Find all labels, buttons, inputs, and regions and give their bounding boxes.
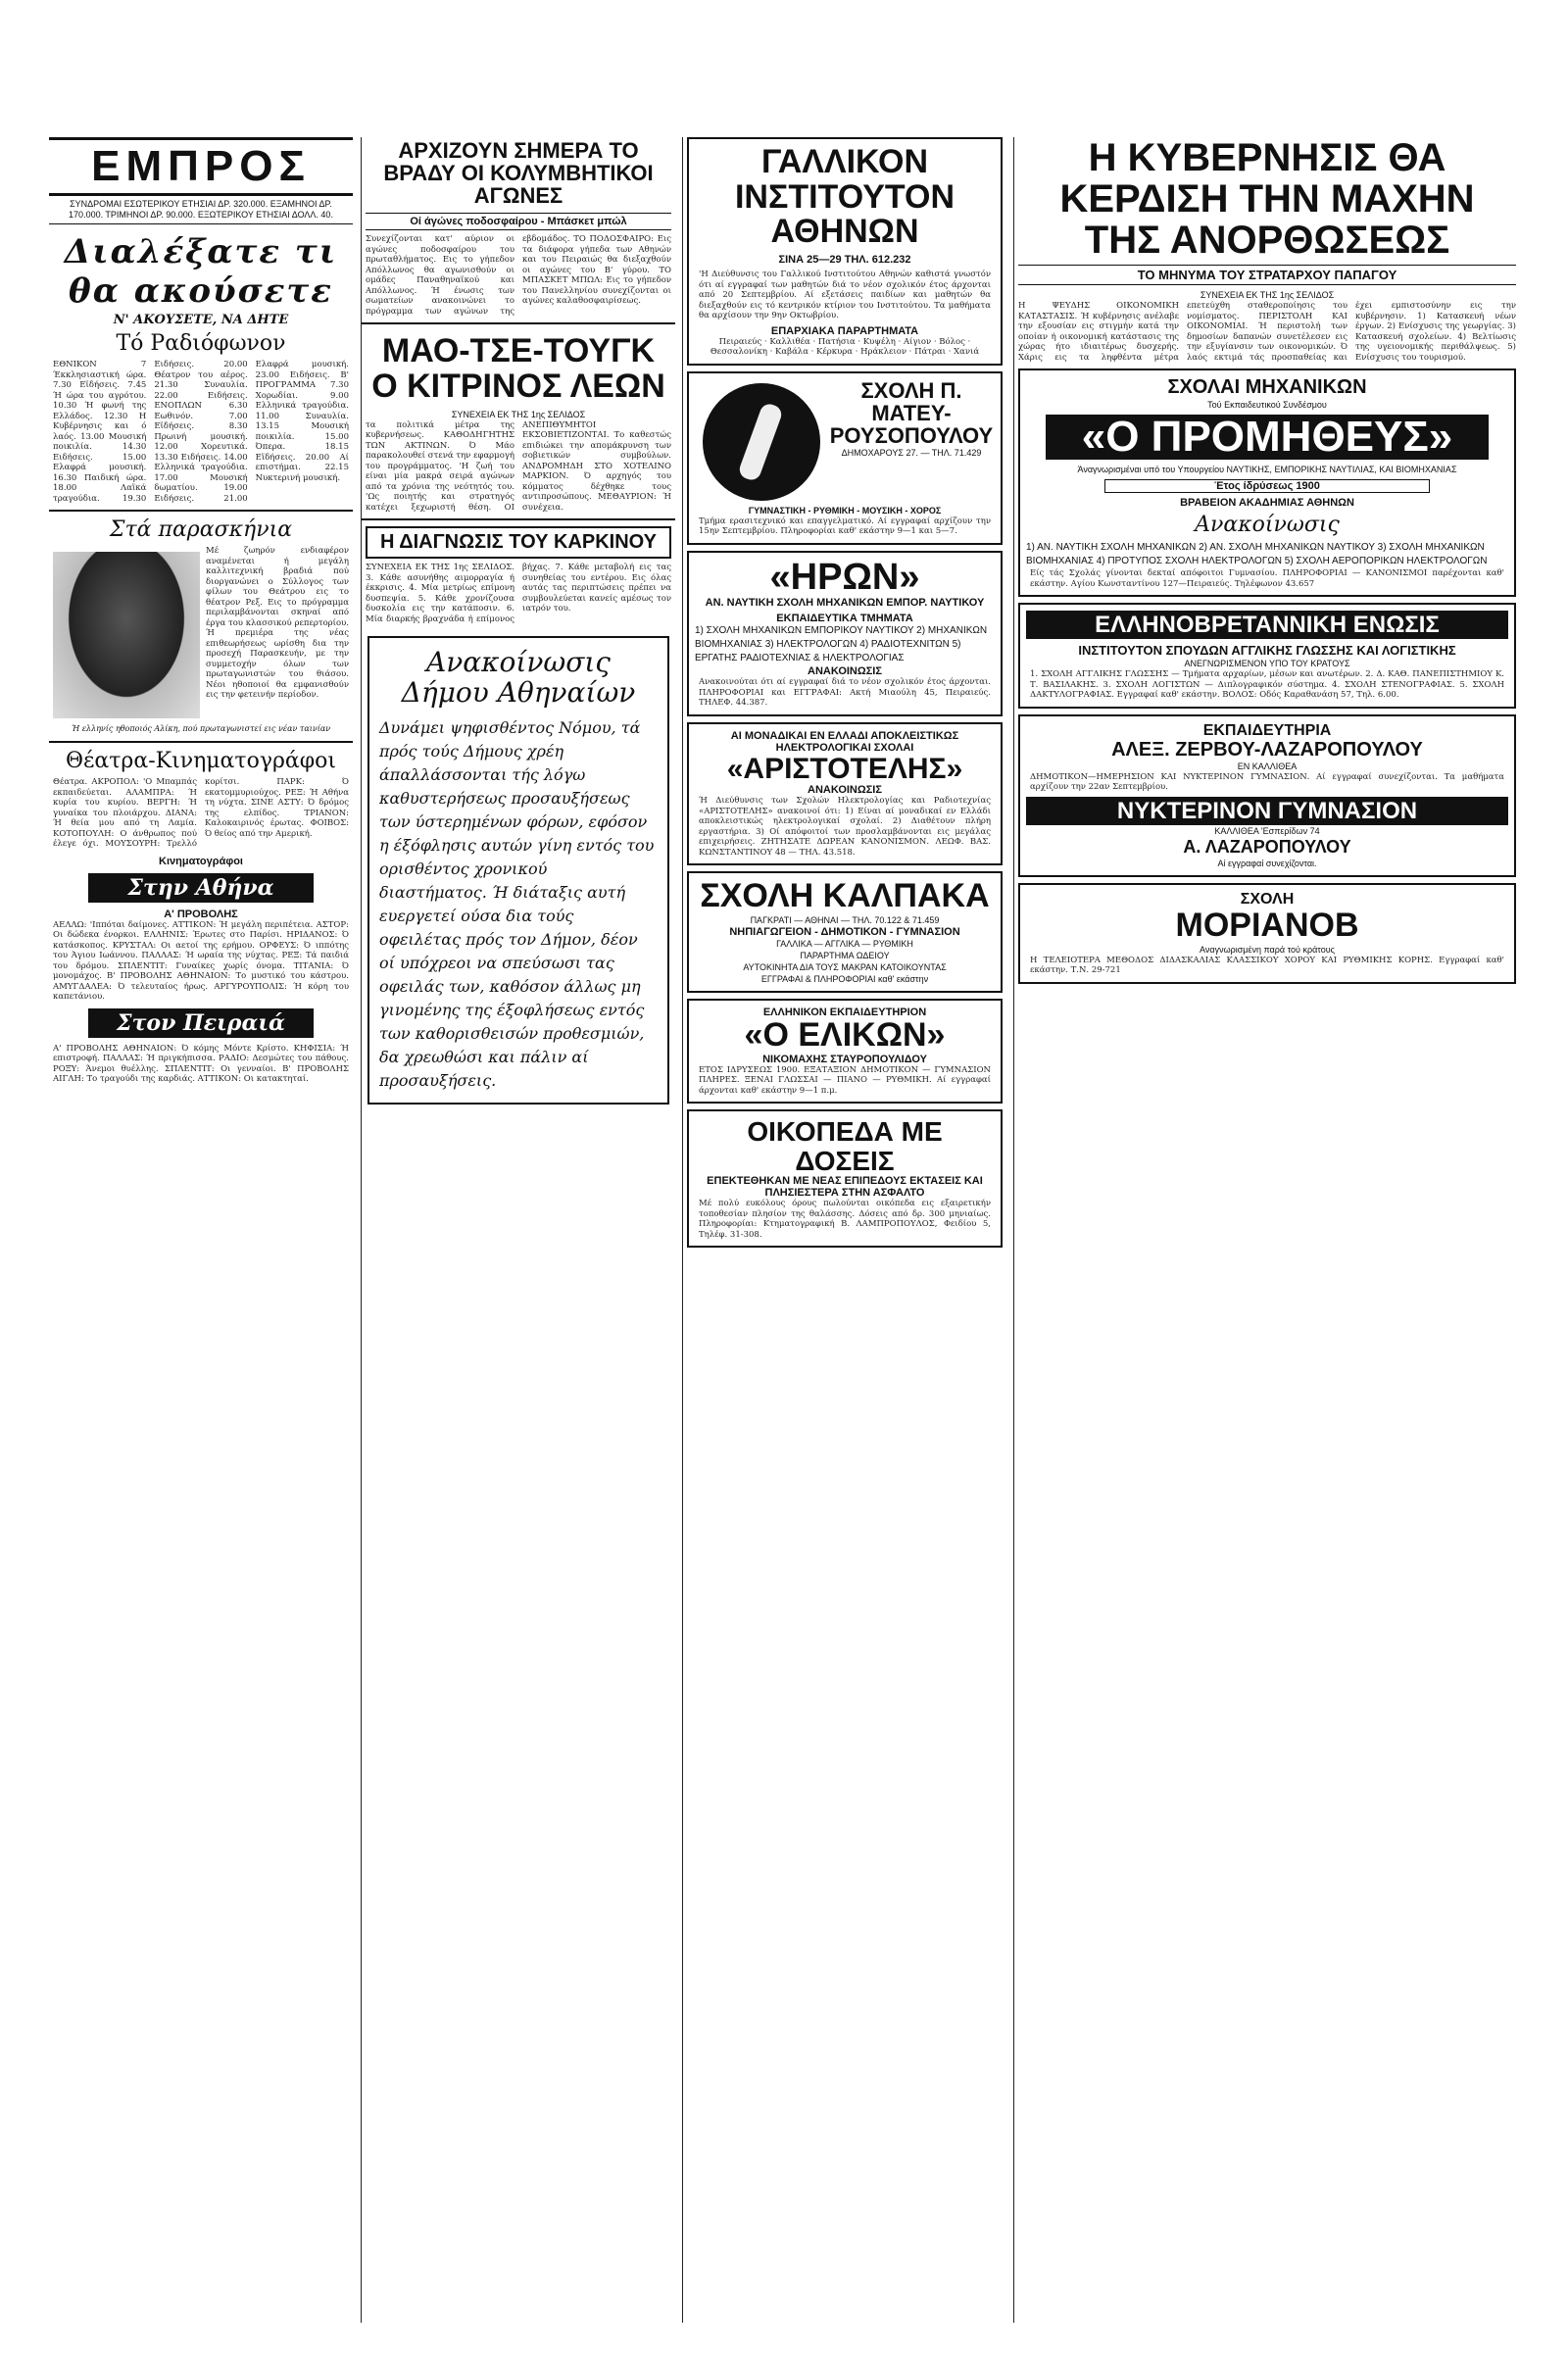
zervou-ad [1018,714,1516,877]
iron-text: Ανακοινούται ότι αί εγγραφαί διά το νέον σχολικόν έτος άρχονται. ΠΛΗΡΟΦΟΡΙΑΙ και ΕΓΓΡΑΦΑΙ: Ακτή Μιαούλη 45, Πειραιεύς. ΤΗΛΕΦ. 44.387. [699,677,991,709]
premieres-label: Α' ΠΡΟΒΟΛΗΣ [164,908,238,920]
iron-departments: 1) ΣΧΟΛΗ ΜΗΧΑΝΙΚΩΝ ΕΜΠΟΡΙΚΟΥ ΝΑΥΤΙΚΟΥ 2) ΜΗΧΑΝΙΚΩΝ ΒΙΟΜΗΧΑΝΙΑΣ 3) ΗΛΕΚΤΡΟΛΟΓΩΝ 4) ΡΑΔΙΟΤΕΧΝΙΤΩΝ 5) ΕΡΓΑΤΗΣ ΡΑΔΙΟΤΕΧΝΙΑΣ & ΗΛΕΚΤΡΟΛΟΓΙΑΣ [695,625,988,664]
mao-text: τα πολιτικά μέτρα της κυβερνήσεως. ΚΑΘΟΔΗΓΗΤΗΣ ΤΩΝ ΑΚΤΙΝΩΝ. Ό Μάο παρακολουθεί στενά την εφαρμογή του προγράμματος. 'Η ζωή του είναι μία μακρά σειρά αγώνων από τα χρόνια της νεότητός του. 'Ως ποιητής και στρατηγός κατέχει ξεχωριστή θέση. ΟΙ ΑΝΕΠΙΘΥΜΗΤΟΙ ΕΚΣΟΒΙΕΤΙΖΟΝΤΑΙ. Το καθεστώς επιδιώκει την απομάκρυνση των σοβιετικών συμβούλων. ΑΝΔΡΟΜΗΔΗ ΣΤΟ ΧΟΤΕΛΙΝΟ ΜΑΡΚΙΟΝ. Ό αρχηγός του κόμματος δέχθηκε τους αντιπροσώπους. ΜΕΘΑΥΡΙΟΝ: Ή συνέχεια. [366,419,671,513]
radio-program: ΕΘΝΙΚΟΝ 7 Έκκλησιαστική ώρα. 7.30 Εϊδήσεις. 7.45 Ή ώρα του αγρότου. 10.30 Ή φωνή της Ελλάδος. 12.30 Η Κυβέρνησις και ό λαός. 13.00 Μουσική ποικιλία. 14.30 Ειδήσεις. 15.00 Ελαφρά μουσική. 16.30 Παιδική ώρα. 18.00 Λαϊκά τραγούδια. 19.30 Ειδήσεις. 20.00 Θέατρον του αέρος. 21.30 Συναυλία. 22.00 Ειδήσεις. ΕΝΟΠΛΩΝ 6.30 Εωθινόν. 7.00 Εϊδήσεις. 8.30 Πρωινή μουσική. 12.00 Χορευτικά. 13.30 Ειδήσεις. 14.00 Ελληνικά τραγούδια. 17.00 Μουσική δωματίου. 19.00 Ειδήσεις. 21.00 Ελαφρά μουσική. 23.00 Ειδήσεις. Β' ΠΡΟΓΡΑΜΜΑ 7.30 Χορωδίαι. 9.00 Ελληνικά τραγούδια. 11.00 Συναυλία. 13.15 Μουσική ποικιλία. 15.00 Όπερα. 18.15 Εϊδήσεις. 20.00 Αί επιστήμαι. 22.15 Νυκτερινή μουσική. [53,360,349,504]
prometheus-list: 1) ΑΝ. ΝΑΥΤΙΚΗ ΣΧΟΛΗ ΜΗΧΑΝΙΚΩΝ 2) ΑΝ. ΣΧΟΛΗ ΜΗΧΑΝΙΚΩΝ ΝΑΥΤΙΚΟΥ 3) ΣΧΟΛΗ ΜΗΧΑΝΙΚΩΝ ΒΙΟΜΗΧΑΝΙΑΣ 4) ΠΡΟΤΥΠΟΣ ΣΧΟΛΗ ΗΛΕΚΤΡΟΛΟΓΩΝ 5) ΣΧΟΛΗ ΑΕΡΟΠΟΡΙΚΩΝ ΗΛΕΚΤΡΟΛΟΓΩΝ [1026,542,1488,567]
eikon-subtitle: ΝΙΚΟΜΑΧΗΣ ΣΤΑΥΡΟΠΟΥΛΙΔΟΥ [762,1053,927,1065]
zervou-text: ΔΗΜΟΤΙΚΟΝ—ΗΜΕΡΗΣΙΟΝ ΚΑΙ ΝΥΚΤΕΡΙΝΟΝ ΓΥΜΝΑΣΙΟΝ. Αί εγγραφαί συνεχίζονται. Τα μαθήματα αρχίζουν την 22αν Σεπτεμβρίου. [1030,771,1504,793]
prometheus-ad [1018,368,1516,597]
iron-title: «ΗΡΩΝ» [769,556,920,598]
villas-title: ΟΙΚΟΠΕΔΑ ΜΕ ΔΟΣΕΙΣ [747,1116,943,1176]
kalapaka-ad [687,871,1003,993]
sports-text: Συνεχίζονται κατ' αύριον οι αγώνες ποδοσφαίρου του πρωταθλήματος. Εις το γήπεδον Απόλλωνος θα αγωνισθούν οι ομάδες Παναθηναϊκού και Απόλλωνος. Ή ένωσις των σωματείων ανακοινώνει το πρόγραμμα των αγώνων της εβδομάδος. ΤΟ ΠΟΔΟΣΦΑΙΡΟ: Εις τα διάφορα γήπεδα των Αθηνών και του Πειραιώς θα διεξαχθούν οι αγώνες του Β' γύρου. ΤΟ ΜΠΑΣΚΕΤ ΜΠΩΛ: Εις το γήπεδον του Πανελληνίου συνεχίζονται οι αγώνες καλαθοσφαιρίσεως. [366,234,671,317]
night-school-title: ΝΥΚΤΕΡΙΝΟΝ ΓΥΜΝΑΣΙΟΝ [1026,797,1508,825]
morianou-ad [1018,883,1516,984]
divider [49,510,353,512]
branches-list: Πειραιεύς · Καλλιθέα · Πατήσια · Κυψέλη · Αίγιον · Βόλος · Θεσσαλονίκη · Καβάλα · Κέρκυρα · Ηράκλειον · Πάτραι · Χανιά [710,336,980,358]
iron-subtitle: ΑΝ. ΝΑΥΤΙΚΗ ΣΧΟΛΗ ΜΗΧΑΝΙΚΩΝ ΕΜΠΟΡ. ΝΑΥΤΙΚΟΥ [705,597,985,610]
kalapaka-subtitle: ΝΗΠΙΑΓΩΓΕΙΟΝ - ΔΗΜΟΤΙΚΟΝ - ΓΥΜΝΑΣΙΟΝ [729,926,960,939]
column-news [361,137,675,2323]
aristoteles-ad [687,722,1003,866]
night-school-note: Αί εγγραφαί συνεχίζονται. [1217,859,1317,869]
prometheus-text: Είς τάς Σχολάς γίνονται δεκταί απόφοιτοι Γυμνασίου. ΠΛΗΡΟΦΟΡΙΑΙ — ΚΑΝΟΝΙΣΜΟΙ παρέχονται καθ' εκάστην. Αγίου Κωνσταντίνου 127—Πειραιεύς. Τηλέφωνον 43.657 [1030,568,1504,589]
eikon-text: ΕΤΟΣ ΙΔΡΥΣΕΩΣ 1900. ΕΞΑΤΑΞΙΟΝ ΔΗΜΟΤΙΚΟΝ — ΓΥΜΝΑΣΙΟΝ ΠΛΗΡΕΣ. ΞΕΝΑΙ ΓΛΩΣΣΑΙ — ΠΙΑΝΟ — ΡΥΘΜΙΚΗ. Αί εγγραφαί άρχονται καθ' εκάστην 9—1 π.μ. [699,1064,991,1096]
villas-text: Μέ πολύ ευκόλους όρους πωλούνται οικόπεδα εις εξαιρετικήν τοποθεσίαν πλησίον της θαλάσσης. Δόσεις από δρ. 300 μηνιαίως. Πληροφορίαι: Κτηματογραφική Β. ΛΑΜΠΡΟΠΟΥΛΟΣ, Φειδίου 5, Τηλέφ. 31-308. [699,1199,991,1240]
radio-title: Τό Ραδιόφωνον [116,331,286,356]
column-main [1013,137,1520,2323]
kalapaka-title: ΣΧΟΛΗ ΚΑΛΠΑΚΑ [700,877,990,915]
night-school-name: Α. ΛΑΖΑΡΟΠΟΥΛΟΥ [1183,837,1351,858]
column-ads [682,137,1006,2323]
cancer-title: Η ΔΙΑΓΝΩΣΙΣ ΤΟΥ ΚΑΡΚΙΝΟΥ [366,526,671,559]
aristoteles-pre: ΑΙ ΜΟΝΑΔΙΚΑΙ ΕΝ ΕΛΛΑΔΙ ΑΠΟΚΛΕΙΣΤΙΚΩΣ ΗΛΕΚΤΡΟΛΟΓΙΚΑΙ ΣΧΟΛΑΙ [730,729,959,754]
main-headline: Η ΚΥΒΕΡΝΗΣΙΣ ΘΑ ΚΕΡΔΙΣΗ ΤΗΝ ΜΑΧΗΝ ΤΗΣ ΑΝΟΡΘΩΣΕΩΣ [1059,137,1475,262]
dance-school-title: ΣΧΟΛΗ Π. ΜΑΤΕΥ-ΡΟΥΣΟΠΟΥΛΟΥ [829,377,994,448]
newspaper-page [49,39,1519,2323]
main-continued: ΣΥΝΕΧΕΙΑ ΕΚ ΤΗΣ 1ης ΣΕΛΙΔΟΣ [1200,290,1335,300]
morianou-title: ΜΟΡΙΑΝΟΒ [1175,907,1359,945]
main-text: Η ΨΕΥΔΗΣ ΟΙΚΟΝΟΜΙΚΗ ΚΑΤΑΣΤΑΣΙΣ. Ή κυβέρνησις ανέλαβε την εξουσίαν εις στιγμήν κατά την οποίαν ή οικονομική κατάστασις της χώρας ήτο ιδιαιτέρως δυσχερής. Χάρις εις τα ληφθέντα μέτρα επετεύχθη σταθεροποίησις του νομίσματος. ΠΕΡΙΣΤΟΛΗ ΚΑΙ ΟΙΚΟΝΟΜΙΑΙ. Ή περιστολή των δημοσίων δαπανών συνετέλεσεν εις την εξυγίανσιν των οικονομικών. Ό λαός εκτιμά τάς προσπαθείας και έχει εμπιστοσύνην εις την κυβέρνησιν. 1) Κατασκευή νέων έργων. 2) Ενίσχυσις της γεωργίας. 3) Κατασκευή σχολείων. 4) Βελτίωσις της υγειονομικής περιθάλψεως. 5) Ενίσχυσις του τουρισμού. [1018,301,1516,363]
announcement-text: Δυνάμει ψηφισθέντος Νόμου, τά πρός τούς Δήμους χρέη άπαλλάσσονται τής λόγω καθυστερήσεως προσαυξήσεως των ύστερημένων φόρων, εφόσον η έξόφλησις αυτών γίνη εντός του ορισθέντος χρονικού διαστήματος. Ή διάταξις αυτή ευεργετεί ούσα δια τούς οφειλέτας πρός τον Δήμον, δέον οί υπόχρεοι να σπεύσωσι τας οφειλάς των, καθόσον άλλως μη γινομένης της έξοφλήσεως εντός των καθορισθεισών προθεσμιών, δα χρεωθώσι και πάλιν αί προσαυξήσεις. [379,717,655,1090]
aristoteles-text: Ή Διεύθυνσις των Σχολών Ηλεκτρολογίας και Ραδιοτεχνίας «ΑΡΙΣΤΟΤΕΛΗΣ» ανακοινοί ότι: 1) Είναι αί μοναδικαί εν Ελλάδι αποκλειστικώς ηλεκτρολογικαί σχολαί. 2) Διαθέτουν πλήρη εργαστήρια. 3) Οί απόφοιτοί των προσλαμβάνονται εις μεγάλας επιχειρήσεις. ΖΗΤΗΣΑΤΕ ΔΩΡΕΑΝ ΚΑΝΟΝΙΣΜΟΝ. ΛΕΩΦ. ΒΑΣ. ΚΩΝΣΤΑΝΤΙΝΟΥ 48 — ΤΗΛ. 43.518. [699,796,991,858]
dance-school-ad [687,371,1003,545]
zervou-subtitle: ΕΝ ΚΑΛΛΙΘΕΑ [1237,761,1298,771]
screens-block [49,546,353,735]
iron-ad [687,551,1003,716]
aristoteles-title: «ΑΡΙΣΤΟΤΕΛΗΣ» [726,752,963,785]
athina-banner: Στην Αθήνα [88,873,314,903]
iron-departments-title: ΕΚΠΑΙΔΕΥΤΙΚΑ ΤΜΗΜΑΤΑ [776,613,913,625]
divider [362,322,675,324]
sports-headline: ΑΡΧΙΖΟΥΝ ΣΗΜΕΡΑ ΤΟ ΒΡΑΔΥ ΟΙ ΚΟΛΥΜΒΗΤΙΚΟΙ ΑΓΩΝΕΣ [383,138,654,209]
prometheus-subtitle: Άναγνωρισμέναι υπό του Υπουργείου ΝΑΥΤΙΚΗΣ, ΕΜΠΟΡΙΚΗΣ ΝΑΥΤΙΛΙΑΣ, ΚΑΙ ΒΙΟΜΗΧΑΝΙΑΣ [1077,465,1457,475]
masthead: ΕΜΠΡΟΣ [49,137,353,196]
kalapaka-registration: ΕΓΓΡΑΦΑΙ & ΠΛΗΡΟΦΟΡΙΑΙ καθ' εκάστην [760,974,929,985]
screens-title: Στά παρασκήνια [109,517,293,542]
hellenic-ad [1018,603,1516,709]
dance-school-sub: ΓΥΜΝΑΣΤΙΚΗ - ΡΥΘΜΙΚΗ - ΜΟΥΣΙΚΗ - ΧΟΡΟΣ [748,505,942,516]
mao-continued: ΣΥΝΕΧΕΙΑ ΕΚ ΤΗΣ 1ης ΣΕΛΙΔΟΣ [451,409,586,419]
eikon-title: «Ο ΕΛΙΚΩΝ» [744,1016,946,1055]
dance-school-text: Τμήμα ερασιτεχνικό και επαγγελματικό. Αί εγγραφαί αρχίζουν την 15ην Σεπτεμβρίου. Πληροφορίαι καθ' εκάστην 9—1 και 5—7. [699,516,991,537]
kalapaka-bus: ΑΥΤΟΚΙΝΗΤΑ ΔΙΑ ΤΟΥΣ ΜΑΚΡΑΝ ΚΑΤΟΙΚΟΥΝΤΑΣ [743,962,947,973]
institute-ad [687,137,1003,366]
divider [49,741,353,743]
announcement-title: Ανακοίνωσις Δήμου Αθηναίων [401,646,636,709]
institute-text: 'Η Διεύθυνσις του Γαλλικού Ινστιτούτου Αθηνών καθιστά γνωστόν ότι αί εγγραφαί των μαθητών διά το νέον σχολικόν έτος άρχονται από 20 Σεπτεμβρίου. Αί εξετάσεις παιδίων και μαθητών θα διεξαχθούν εις τό κεντρικόν κτίριον του Ινστιτούτου. Τα μαθήματα θα αρχίσουν την 9ην Οκτωβρίου. [699,270,991,321]
cancer-text: ΣΥΝΕΧΕΙΑ ΕΚ ΤΗΣ 1ης ΣΕΛΙΔΟΣ. 3. Κάθε ασυνήθης αιμορραγία ή έκκρισις. 4. Μία μετρίως επίμονη δυσπεψία. 5. Κάθε χρονίζουσα δυσκολία εις την κατάποσιν. 6. Μία διαρκής βραχνάδα ή επίμονος βήχας. 7. Κάθε μεταβολή εις τας συνηθείας του εντέρου. Εις όλας αυτάς τας περιπτώσεις πρέπει να συμβουλεύεται κανείς αμέσως τον ιατρόν του. [366,563,671,624]
morianou-subtitle: Αναγνωρισμένη παρά τού κράτους [1200,944,1335,955]
hellenic-subtitle: ΙΝΣΤΙΤΟΥΤΟΝ ΣΠΟΥΔΩΝ ΑΓΓΛΙΚΗΣ ΓΛΩΣΣΗΣ ΚΑΙ ΛΟΓΙΣΤΙΚΗΣ [1078,643,1456,659]
institute-address: ΣΙΝΑ 25—29 ΤΗΛ. 612.232 [778,254,911,267]
column-entertainment [49,137,353,2323]
actress-photo [53,552,200,718]
piraeus-banner: Στον Πειραιά [88,1008,314,1038]
theatre-listings: Θέατρα. ΑΚΡΟΠΟΛ: 'Ο Μπαμπάς εκπαιδεύεται. ΑΛΑΜΠΡΑ: Ή κυρία του κυρίου. ΒΕΡΓΗ: Ή γυναίκα του πλοιάρχου. ΔΙΑΝΑ: Ή θεία μου από τη Λαμία. ΚΟΤΟΠΟΥΛΗ: Ο άνθρωπος πού έλεγε όχι. ΜΟΥΣΟΥΡΗ: Τρελλό κορίτσι. ΠΑΡΚ: Ό εκατομμυριούχος. ΡΕΞ: Ή Αθήνα τη νύχτα. ΣΙΝΕ ΑΣΤΥ: Ό δρόμος της ελπίδος. ΤΡΙΑΝΟΝ: Καλοκαιρινός έρωτας. ΦΟΙΒΟΣ: Ό θείος από την Αμερική. [53,777,349,849]
branches-title: ΕΠΑΡΧΙΑΚΑ ΠΑΡΑΡΤΗΜΑΤΑ [770,324,919,337]
dancer-logo [703,383,820,501]
cinema-title: Κινηματογράφοι [159,855,243,867]
eikon-ad [687,999,1003,1104]
prometheus-title: «Ο ΠΡΟΜΗΘΕΥΣ» [1046,415,1489,460]
institute-title: ΓΑΛΛΙΚΟΝ ΙΝΣΤΙΤΟΥΤΟΝ ΑΘΗΝΩΝ [734,143,956,251]
mao-title: ΜΑΟ-ΤΣΕ-ΤΟΥΓΚ Ο ΚΙΤΡΙΝΟΣ ΛΕΩΝ [371,332,665,405]
iron-announcement-title: ΑΝΑΚΟΙΝΩΣΙΣ [808,665,882,678]
prometheus-pre: ΣΧΟΛΑΙ ΜΗΧΑΝΙΚΩΝ [1167,376,1367,398]
piraeus-listings: Α' ΠΡΟΒΟΛΗΣ ΑΘΗΝΑΙΟΝ: Ό κόμης Μόντε Κρίστο. ΚΗΦΙΣΙΑ: Ή επιστροφή. ΠΑΛΛΑΣ: Ή πριγκήπισσα. ΡΑΔΙΟ: Δεσμώτες του πάθους. ΡΟΞΥ: Άνεμοι θυέλλης. ΣΠΛΕΝΤΙΤ: Οι γενναίοι. Β' ΠΡΟΒΟΛΗΣ ΑΙΓΛΗ: Το τραγούδι της καρδιάς. ΑΤΤΙΚΟΝ: Οι κατακτηταί. [53,1043,349,1084]
prometheus-year: Έτος ίδρύσεως 1900 [1104,479,1430,493]
villas-subtitle: ΕΠΕΚΤΕΘΗΚΑΝ ΜΕ ΝΕΑΣ ΕΠΙΠΕΔΟΥΣ ΕΚΤΑΣΕΙΣ ΚΑΙ ΠΛΗΣΙΕΣΤΕΡΑ ΣΤΗΝ ΑΣΦΑΛΤΟ [707,1175,983,1200]
dance-school-info: ΔΗΜΟΧΑΡΟΥΣ 27. — ΤΗΛ. 71.429 [841,447,982,458]
cinema-listings: ΑΕΛΛΩ: 'Ιππόται δαίμονες. ΑΤΤΙΚΟΝ: Ή μεγάλη περιπέτεια. ΑΣΤΟΡ: Οι δώδεκα ένορκοι. ΕΛΛΗΝΙΣ: Έρωτες στο Παρίσι. ΗΡΙΔΑΝΟΣ: Ό κατάσκοπος. ΚΡΥΣΤΑΛ: Οι αετοί της ερήμου. ΟΡΦΕΥΣ: Ό ιππότης του Άγιου Ιωάννου. ΠΑΛΛΑΣ: Ή ωραία της νύχτας. ΡΕΞ: Τά παιδιά του δρόμου. ΣΠΛΕΝΤΙΤ: Γυναίκες χωρίς όνομα. ΤΙΤΑΝΙΑ: Ό μονομάχος. Β' ΠΡΟΒΟΛΗΣ ΑΘΗΝΑΙΟΝ: Το μυστικό του κάστρου. ΑΜΥΓΔΑΛΕΑ: Ό τελευταίος ήρως. ΑΡΓΥΡΟΥΠΟΛΙΣ: Ή κόρη του καπετάνιου. [53,919,349,1002]
night-school-subtitle: ΚΑΛΛΙΘΕΑ 'Εσπερίδων 74 [1214,826,1320,837]
zervou-pre: ΕΚΠΑΙΔΕΥΤΗΡΙΑ [1202,721,1332,739]
morianou-pre: ΣΧΟΛΗ [1240,891,1295,908]
hellenic-text: 1. ΣΧΟΛΗ ΑΓΓΛΙΚΗΣ ΓΛΩΣΣΗΣ — Τμήματα αρχαρίων, μέσων και ανωτέρων. 2. Δ. ΚΑΘ. ΠΑΝΕΠΙΣΤΗΜΙΟΥ Κ. Τ. ΒΑΣΙΛΑΚΗΣ. 3. ΣΧΟΛΗ ΛΟΓΙΣΤΩΝ — Διπλογραφικόν σύστημα. 4. ΣΧΟΛΗ ΣΤΕΝΟΓΡΑΦΙΑΣ. 5. ΣΧΟΛΗ ΔΑΚΤΥΛΟΓΡΑΦΙΑΣ. Εγγραφαί καθ' εκάστην. ΒΟΛΟΣ: Οδός Καραθανάση 57, Τηλ. 6.00. [1030,669,1504,701]
zervou-title: ΑΛΕΞ. ΖΕΡΒΟΥ-ΛΑΖΑΡΟΠΟΥΛΟΥ [1111,738,1423,761]
morianou-text: Η ΤΕΛΕΙΟΤΕΡΑ ΜΕΘΟΔΟΣ ΔΙΔΑΣΚΑΛΙΑΣ ΚΛΑΣΣΙΚΟΥ ΧΟΡΟΥ ΚΑΙ ΡΥΘΜΙΚΗΣ ΚΟΡΗΣ. Εγγραφαί καθ' εκάστην. Τ.Ν. 29-721 [1030,955,1504,976]
divider [362,518,675,520]
hellenic-note: ΑΝΕΓΝΩΡΙΣΜΕΝΟΝ ΥΠΟ ΤΟΥ ΚΡΑΤΟΥΣ [1184,659,1350,669]
kalapaka-extra: ΠΑΡΑΡΤΗΜΑ ΩΔΕΙΟΥ [800,951,890,961]
script-title: Διαλέξατε τι θα ακούσετε [64,232,338,311]
municipality-announcement [368,636,669,1105]
kalapaka-languages: ΓΑΛΛΙΚΑ — ΑΓΓΛΙΚΑ — ΡΥΘΜΙΚΗ [776,939,913,950]
hellenic-title: ΕΛΛΗΝΟΒΡΕΤΑΝΝΙΚΗ ΕΝΩΣΙΣ [1026,611,1508,639]
eikon-pre: ΕΛΛΗΝΙΚΟΝ ΕΚΠΑΙΔΕΥΤΗΡΙΟΝ [762,1007,927,1019]
villas-ad [687,1109,1003,1248]
kalapaka-address: ΠΑΓΚΡΑΤΙ — ΑΘΗΝΑΙ — ΤΗΛ. 70.122 & 71.459 [750,915,940,926]
sports-subhead: Οί άγώνες ποδοσφαίρου - Μπάσκετ μπώλ [366,213,671,230]
screens-text: Μέ ζωηρόν ενδιαφέρον αναμένεται ή μεγάλη καλλιτεχνική βραδιά πού διοργανώνει ο Σύλλογος των φίλων του Θεάτρου εις το θέατρον Ρεξ. Εις το πρόγραμμα περιλαμβάνονται σκηναί από έργα του κλασσικού ρεπερτορίου. Ή πρεμιέρα της νέας επιθεωρήσεως ωρίσθη δια την προσεχή Παρασκευήν, με την συμμετοχήν όλων των πρωταγωνιστών του θιάσου. Νέοι ηθοποιοί θα εμφανισθούν εις την φετεινήν περίοδον. [206,546,349,700]
main-subhead: ΤΟ ΜΗΝΥΜΑ ΤΟΥ ΣΤΡΑΤΑΡΧΟΥ ΠΑΠΑΓΟΥ [1018,265,1516,285]
prometheus-announcement-title: Ανακοίνωσις [1195,513,1340,538]
photo-caption: Ή ελληνίς ηθοποιός Αλίκη, πού πρωταγωνιστεί εις νέαν ταινίαν [71,724,331,733]
aristoteles-announcement-title: ΑΝΑΚΟΙΝΩΣΙΣ [808,784,882,797]
masthead-info: ΣΥΝΔΡΟΜΑΙ ΕΣΩΤΕΡΙΚΟΥ ΕΤΗΣΙΑΙ ΔΡ. 320.000. ΕΞΑΜΗΝΟΙ ΔΡ. 170.000. ΤΡΙΜΗΝΟΙ ΔΡ. 90.000. ΕΞΩΤΕΡΙΚΟΥ ΕΤΗΣΙΑΙ ΔΟΛΛ. 40. [49,196,353,224]
theatre-title: Θέατρα-Κινηματογράφοι [65,749,337,773]
prometheus-award: ΒΡΑΒΕΙΟΝ ΑΚΑΔΗΜΙΑΣ ΑΘΗΝΩΝ [1180,497,1354,510]
slogan: Ν' ΑΚΟΥΣΕΤΕ, ΝΑ ΔΗΤΕ [113,313,289,327]
prometheus-org: Τού Εκπαιδευτικού Συνδέσμου [1207,400,1327,410]
